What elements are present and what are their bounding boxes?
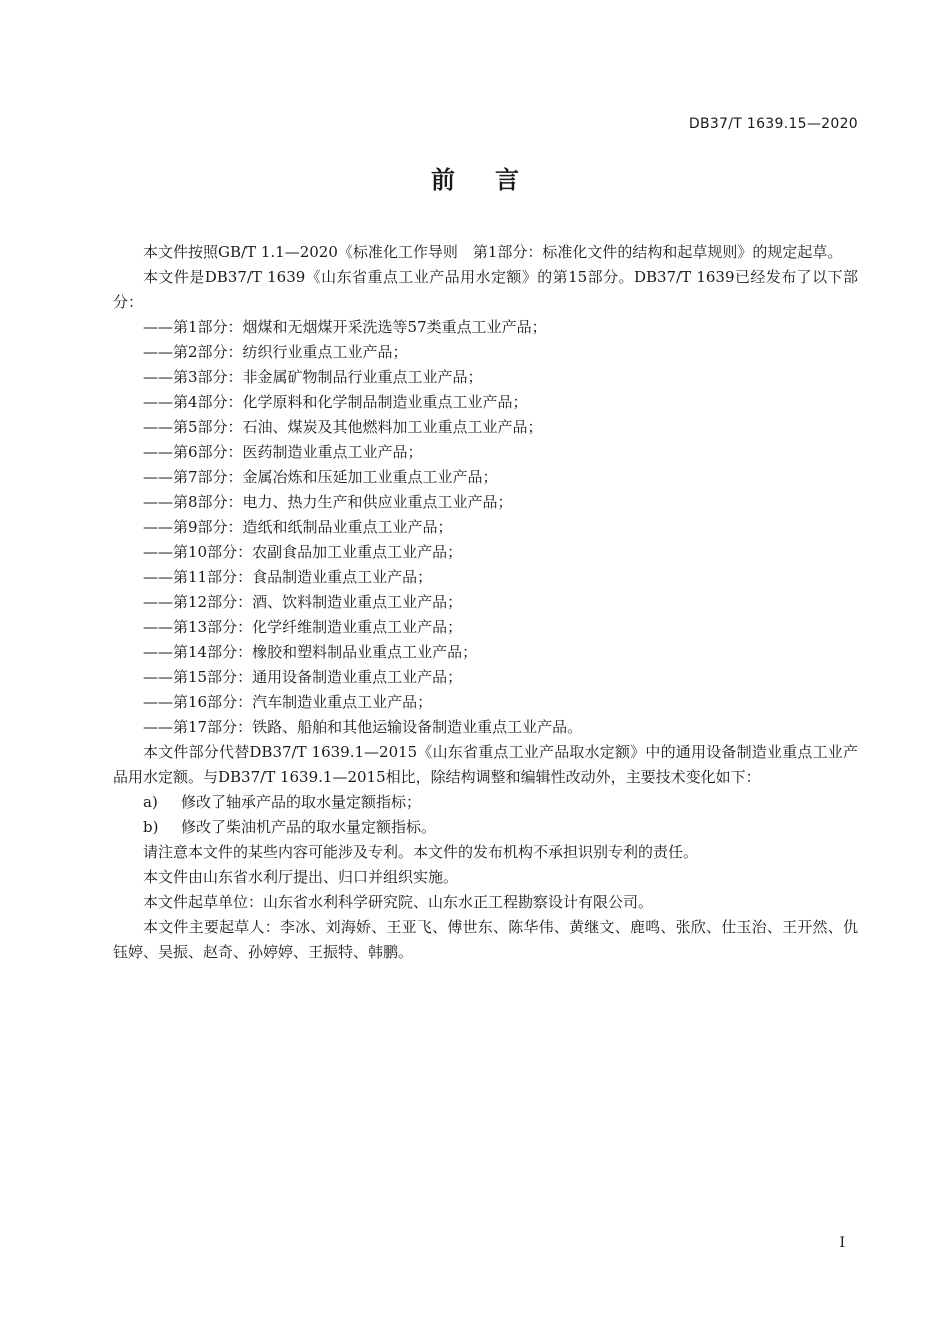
list-item: ——第15部分：通用设备制造业重点工业产品； [143, 668, 463, 686]
drafting-basis-paragraph: 本文件按照GB/T 1.1—2020《标准化工作导则 第1部分：标准化文件的结构和起草规则》的规定起草。 [143, 243, 843, 261]
list-item-text: 修改了柴油机产品的取水量定额指标。 [181, 818, 437, 836]
changes-list [113, 790, 858, 840]
list-item [113, 815, 858, 840]
list-item: ——第14部分：橡胶和塑料制品业重点工业产品； [143, 643, 478, 661]
list-item: ——第6部分：医药制造业重点工业产品； [143, 443, 423, 461]
list-item: ——第10部分：农副食品加工业重点工业产品； [143, 543, 463, 561]
document-body [113, 240, 858, 965]
list-item: ——第16部分：汽车制造业重点工业产品； [143, 693, 433, 711]
series-intro-paragraph: 本文件是DB37/T 1639《山东省重点工业产品用水定额》的第15部分。DB37/T 1639已经发布了以下部分： [113, 268, 858, 311]
replacement-paragraph: 本文件部分代替DB37/T 1639.1—2015《山东省重点工业产品取水定额》中的通用设备制造业重点工业产品用水定额。与DB37/T 1639.1—2015相比，除结构调整和编辑性改动外，主要技术变化如下： [113, 743, 858, 786]
page-title: 前言 [431, 166, 559, 194]
page-number: I [839, 1235, 845, 1251]
list-item: ——第7部分：金属冶炼和压延加工业重点工业产品； [143, 468, 498, 486]
list-item: ——第8部分：电力、热力生产和供应业重点工业产品； [143, 493, 513, 511]
list-item: ——第4部分：化学原料和化学制品制造业重点工业产品； [143, 393, 528, 411]
parts-list [113, 315, 858, 740]
list-item: ——第11部分：食品制造业重点工业产品； [143, 568, 433, 586]
patent-notice-paragraph: 请注意本文件的某些内容可能涉及专利。本文件的发布机构不承担识别专利的责任。 [143, 843, 699, 861]
list-item [113, 790, 858, 815]
list-item: ——第3部分：非金属矿物制品行业重点工业产品； [143, 368, 483, 386]
list-item-text: 修改了轴承产品的取水量定额指标； [181, 793, 422, 811]
drafting-units-paragraph: 本文件起草单位：山东省水利科学研究院、山东水正工程勘察设计有限公司。 [143, 893, 654, 911]
list-item: ——第13部分：化学纤维制造业重点工业产品； [143, 618, 463, 636]
list-item: ——第12部分：酒、饮料制造业重点工业产品； [143, 593, 463, 611]
list-marker: a) [143, 793, 158, 811]
document-code: DB37/T 1639.15—2020 [688, 116, 858, 132]
list-item: ——第9部分：造纸和纸制品业重点工业产品； [143, 518, 453, 536]
drafters-paragraph: 本文件主要起草人：李冰、刘海娇、王亚飞、傅世东、陈华伟、黄继文、鹿鸣、张欣、仕玉治、王开然、仇钰婷、吴振、赵奇、孙婷婷、王振特、韩鹏。 [113, 918, 858, 961]
list-marker: b) [143, 818, 159, 836]
list-item: ——第2部分：纺织行业重点工业产品； [143, 343, 408, 361]
list-item: ——第1部分：烟煤和无烟煤开采洗选等57类重点工业产品； [143, 318, 547, 336]
list-item: ——第5部分：石油、煤炭及其他燃料加工业重点工业产品； [143, 418, 543, 436]
proposer-paragraph: 本文件由山东省水利厅提出、归口并组织实施。 [143, 868, 459, 886]
list-item: ——第17部分：铁路、船舶和其他运输设备制造业重点工业产品。 [143, 718, 583, 736]
